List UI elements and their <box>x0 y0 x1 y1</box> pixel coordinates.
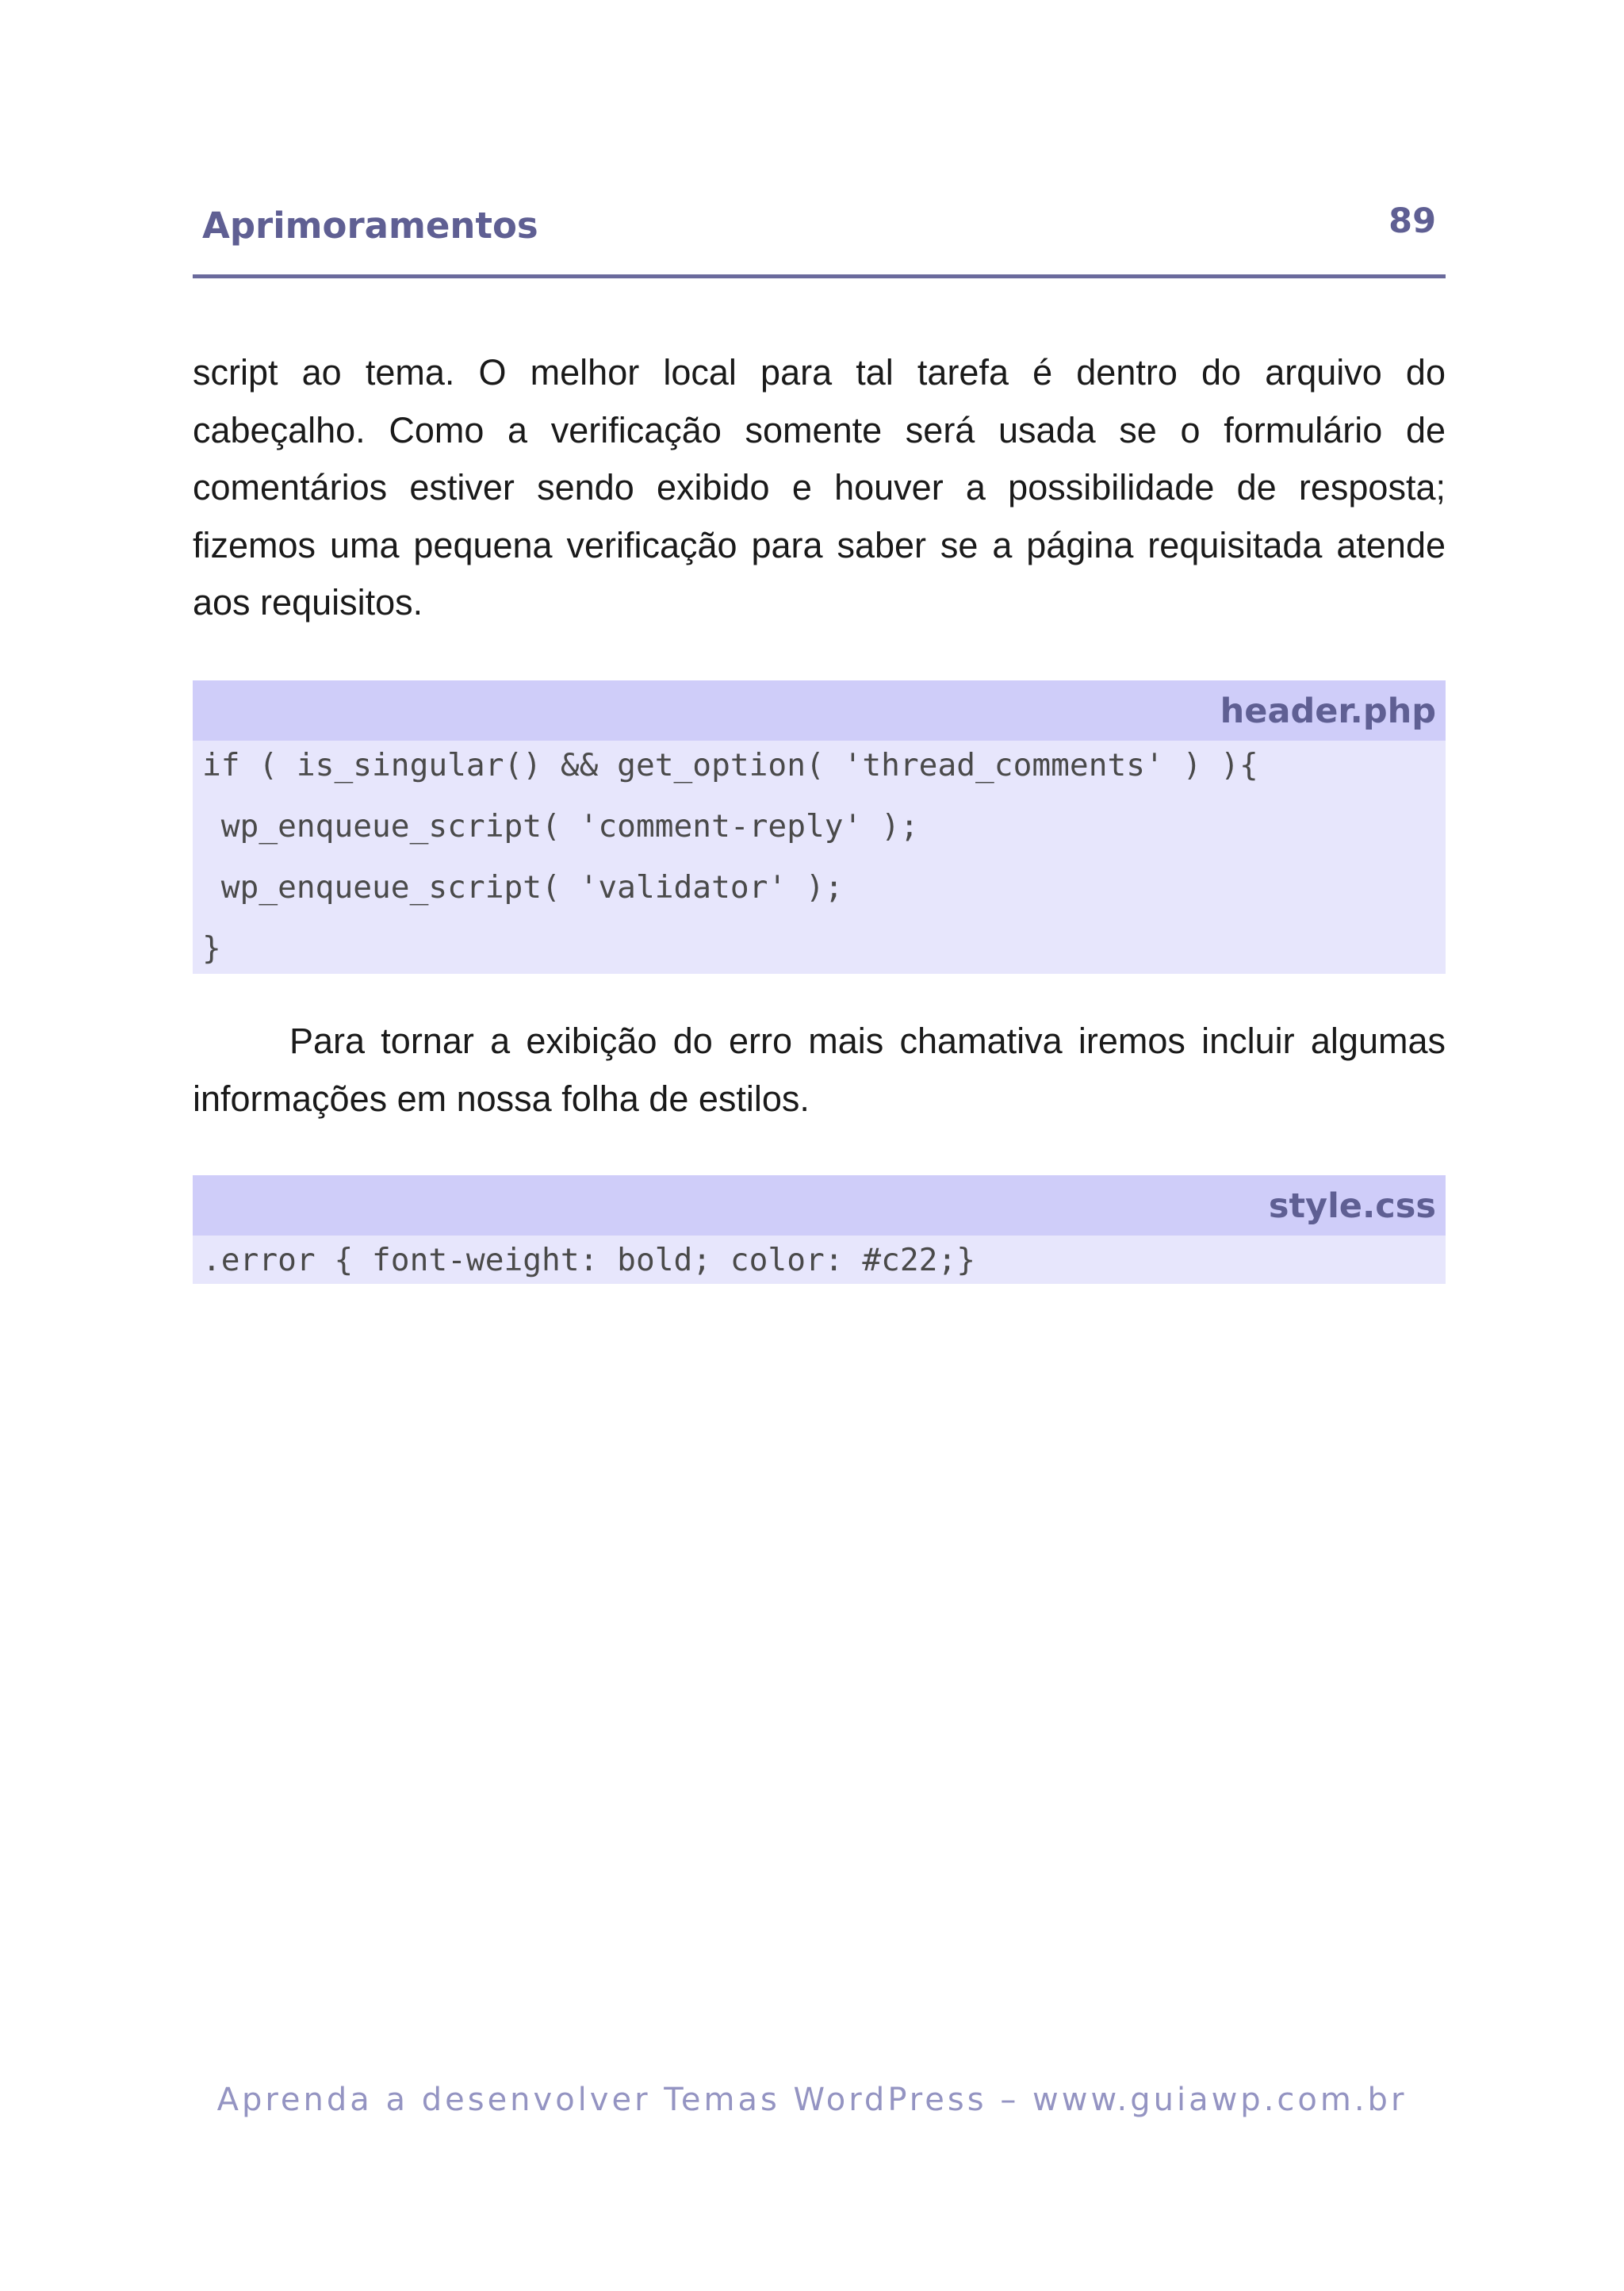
paragraph-intro: script ao tema. O melhor local para tal tarefa é dentro do arquivo do cabeçalho. Como a verificação somente será usada se o formulário de comentários estiver sendo exibido e houver a possibilidade de resposta; fizemos uma pequena verificação para saber se a página requisitada atende aos requisitos. <box>193 352 1446 623</box>
page-footer: Aprenda a desenvolver Temas WordPress – www.guiawp.com.br <box>216 2082 1408 2118</box>
page-header <box>193 190 1446 278</box>
chapter-title: Aprimoramentos <box>202 205 538 247</box>
code-body <box>193 1236 1446 1283</box>
code-filename: header.php <box>1220 692 1436 731</box>
code-block-header-php <box>193 680 1446 974</box>
code-line: .error { font-weight: bold; color: #c22;} <box>202 1242 976 1278</box>
code-line: wp_enqueue_script( 'comment-reply' ); <box>202 808 919 845</box>
code-body <box>193 741 1446 971</box>
code-line: if ( is_singular() && get_option( 'thread_comments' ) ){ <box>202 747 1258 783</box>
code-block-header <box>193 1175 1446 1236</box>
code-block-style-css <box>193 1175 1446 1284</box>
page-number: 89 <box>1388 201 1436 241</box>
code-line: } <box>202 930 221 967</box>
code-line: wp_enqueue_script( 'validator' ); <box>202 869 844 906</box>
code-filename: style.css <box>1268 1186 1436 1226</box>
code-block-header <box>193 680 1446 741</box>
paragraph-styles: Para tornar a exibição do erro mais chamativa iremos incluir algumas informações em nossa folha de estilos. <box>193 1021 1446 1119</box>
